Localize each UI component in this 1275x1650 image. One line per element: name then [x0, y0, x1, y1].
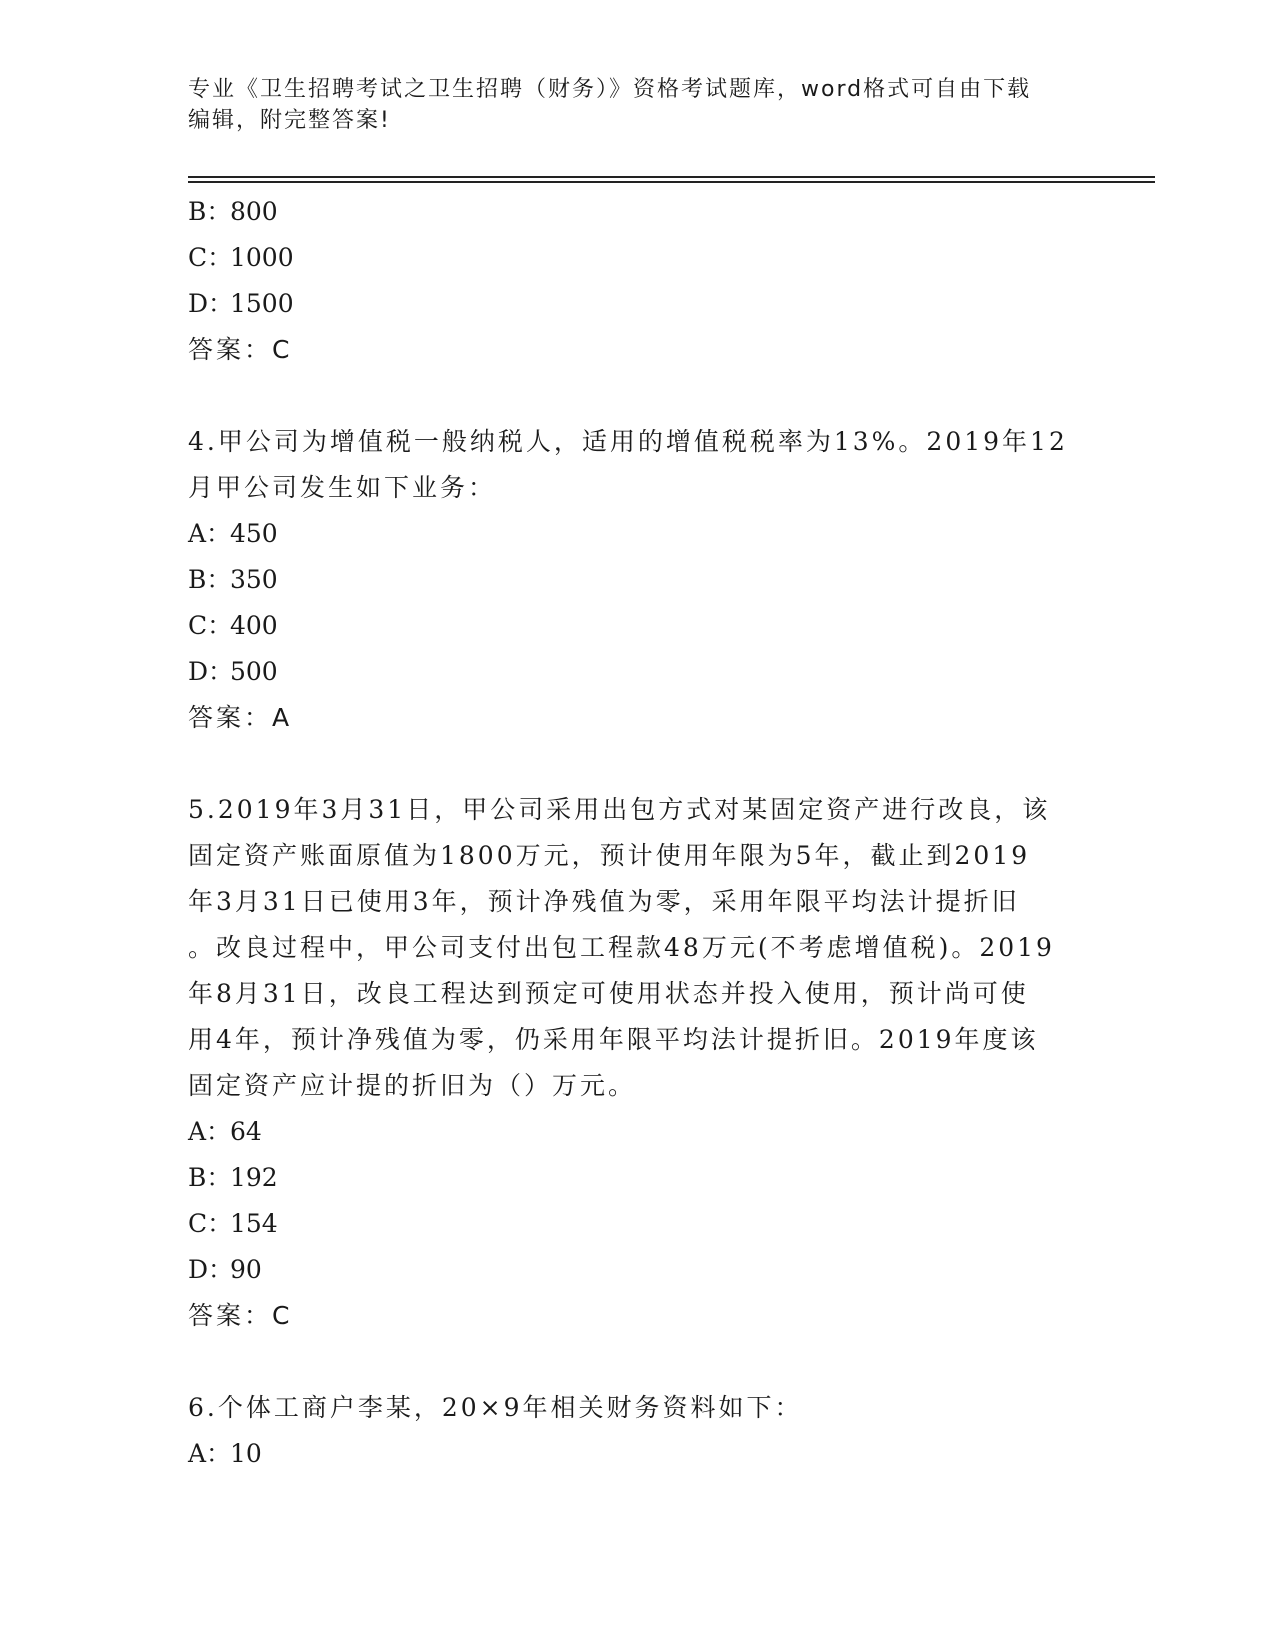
- option-key: A：: [188, 519, 232, 548]
- answer-line: 答案：C: [188, 1301, 293, 1330]
- spacer: [188, 1339, 1088, 1385]
- question-4: [188, 419, 1088, 741]
- option-value: 10: [230, 1439, 262, 1468]
- stem-line: 。改良过程中，甲公司支付出包工程款48万元(不考虑增值税)。2019: [188, 933, 1055, 962]
- header-line-2: 编辑，附完整答案!: [188, 108, 391, 133]
- option-value: 154: [230, 1209, 278, 1238]
- option-b: [188, 557, 1088, 603]
- stem-line: 4.甲公司为增值税一般纳税人，适用的增值税税率为13%。2019年12: [188, 427, 1068, 456]
- option-d: [188, 649, 1088, 695]
- option-value: 64: [230, 1117, 262, 1146]
- option-value: 90: [230, 1255, 262, 1284]
- stem-line: 固定资产应计提的折旧为（）万元。: [188, 1071, 637, 1100]
- option-value: 192: [230, 1163, 278, 1192]
- option-a: [188, 1109, 1088, 1155]
- option-d: [188, 281, 1088, 327]
- stem-line: 年3月31日已使用3年，预计净残值为零，采用年限平均法计提折旧: [188, 887, 1020, 916]
- stem-line: 月甲公司发生如下业务：: [188, 473, 497, 502]
- option-value: 800: [230, 197, 278, 226]
- option-key: B：: [188, 197, 232, 226]
- header-rule-bottom: [188, 181, 1155, 183]
- option-key: D：: [188, 289, 234, 318]
- option-key: C：: [188, 243, 233, 272]
- answer-line: 答案：A: [188, 703, 293, 732]
- option-a: [188, 1431, 1088, 1477]
- option-value: 350: [230, 565, 278, 594]
- stem-line: 固定资产账面原值为1800万元，预计使用年限为5年，截止到2019: [188, 841, 1031, 870]
- stem-line: 用4年，预计净残值为零，仍采用年限平均法计提折旧。2019年度该: [188, 1025, 1039, 1054]
- question-5: [188, 787, 1088, 1339]
- stem-line: 5.2019年3月31日，甲公司采用出包方式对某固定资产进行改良，该: [188, 795, 1051, 824]
- option-d: [188, 1247, 1088, 1293]
- answer-line: 答案：C: [188, 335, 293, 364]
- option-c: [188, 235, 1088, 281]
- option-key: A：: [188, 1117, 232, 1146]
- option-value: 450: [230, 519, 278, 548]
- question-stem: [188, 419, 1088, 511]
- option-key: B：: [188, 565, 232, 594]
- option-value: 500: [230, 657, 278, 686]
- question-3-tail: [188, 189, 1088, 373]
- option-a: [188, 511, 1088, 557]
- document-header: [188, 74, 1088, 136]
- stem-line: 年8月31日，改良工程达到预定可使用状态并投入使用，预计尚可使: [188, 979, 1029, 1008]
- spacer: [188, 373, 1088, 419]
- question-stem: [188, 1385, 1088, 1431]
- option-b: [188, 189, 1088, 235]
- header-line-1: 专业《卫生招聘考试之卫生招聘（财务）》资格考试题库，word格式可自由下载: [188, 77, 1032, 102]
- option-key: B：: [188, 1163, 232, 1192]
- option-value: 1000: [230, 243, 294, 272]
- option-b: [188, 1155, 1088, 1201]
- option-key: D：: [188, 1255, 234, 1284]
- header-rule-top: [188, 176, 1155, 178]
- option-value: 1500: [230, 289, 294, 318]
- option-c: [188, 1201, 1088, 1247]
- question-6: [188, 1385, 1088, 1477]
- option-key: C：: [188, 1209, 233, 1238]
- question-stem: [188, 787, 1088, 1109]
- option-key: A：: [188, 1439, 232, 1468]
- document-body: [188, 189, 1088, 1477]
- spacer: [188, 741, 1088, 787]
- option-key: D：: [188, 657, 234, 686]
- option-c: [188, 603, 1088, 649]
- option-value: 400: [230, 611, 278, 640]
- stem-line: 6.个体工商户李某，20×9年相关财务资料如下：: [188, 1393, 803, 1422]
- option-key: C：: [188, 611, 233, 640]
